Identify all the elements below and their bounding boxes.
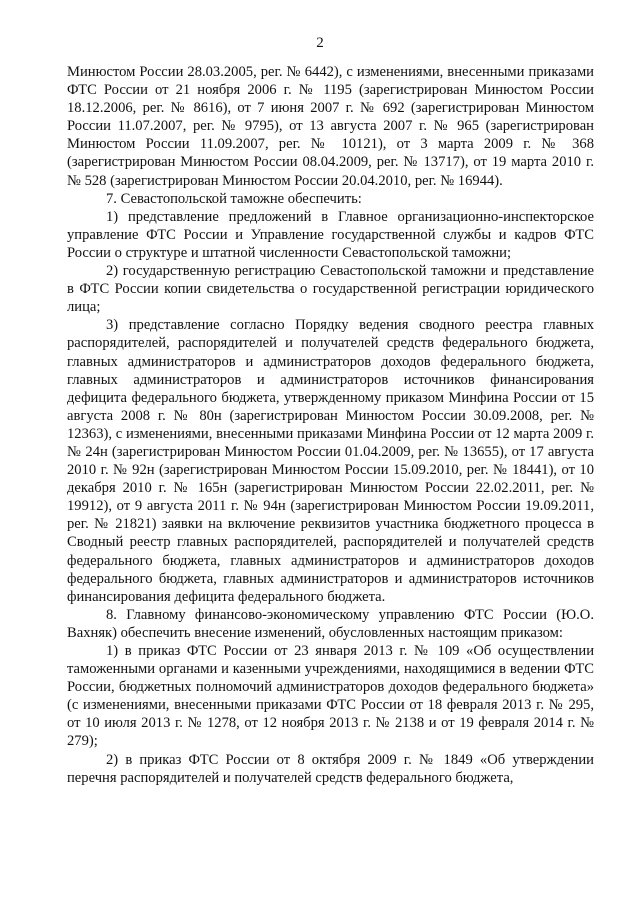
paragraph-continuation: Минюстом России 28.03.2005, рег. № 6442), с изменениями, внесенными приказами ФТС России от 21 ноября 2006 г. № 1195 (зарегистрирован Минюстом России 18.12.2006, рег. № 8616), от 7 июня 2007 г. № 692 (зарегистрирован Минюстом России 11.07.2007, рег. № 9795), от 13 августа 2007 г. № 965 (зарегистрирован Минюстом России 11.09.2007, рег. № 10121), от 3 марта 2009 г. № 368 (зарегистрирован Минюстом России 08.04.2009, рег. № 13717), от 19 марта 2010 г. № 528 (зарегистрирован Минюстом России 20.04.2010, рег. № 16944). (67, 64, 594, 189)
paragraph-item-8-2: 2) в приказ ФТС России от 8 октября 2009 г. № 1849 «Об утверждении перечня распорядителей и получателей средств федерального бюджета, (67, 751, 594, 786)
paragraph-item-8: 8. Главному финансово-экономическому управлению ФТС России (Ю.О. Вахняк) обеспечить внесение изменений, обусловленных настоящим приказом: (67, 606, 594, 641)
paragraph-item-7-2: 2) государственную регистрацию Севастопольской таможни и представление в ФТС России копии свидетельства о государственной регистрации юридического лица; (67, 263, 594, 316)
paragraph-item-7-3: 3) представление согласно Порядку ведения сводного реестра главных распорядителей, распорядителей и получателей средств федерального бюджета, главных администраторов и администраторов доходов федерального бюджета, главных администраторов и администраторов источников финансирования дефицита федерального бюджета, утвержденному приказом Минфина России от 15 августа 2008 г. № 80н (зарегистрирован Минюстом России 30.09.2008, рег. № 12363), с изменениями, внесенными приказами Минфина России от 12 марта 2009 г. № 24н (зарегистрирован Минюстом России 01.04.2009, рег. № 13655), от 17 августа 2010 г. № 92н (зарегистрирован Минюстом России 15.09.2010, рег. № 18441), от 10 декабря 2010 г. № 165н (зарегистрирован Минюстом России 22.02.2011, рег. № 19912), от 9 августа 2011 г. № 94н (зарегистрирован Минюстом России 19.09.2011, рег. № 21821) заявки на включение реквизитов участника бюджетного процесса в Сводный реестр главных распорядителей, распорядителей и получателей средств федерального бюджета, главных администраторов и администраторов доходов федерального бюджета, главных администраторов и администраторов источников финансирования дефицита федерального бюджета. (67, 317, 594, 605)
page-number: 2 (316, 35, 324, 51)
document-body (67, 63, 594, 787)
paragraph-item-8-1: 1) в приказ ФТС России от 23 января 2013 г. № 109 «Об осуществлении таможенными органами и казенными учреждениями, находящимися в ведении ФТС России, бюджетных полномочий администраторов доходов федерального бюджета» (с изменениями, внесенными приказами ФТС России от 18 февраля 2013 г. № 295, от 10 июля 2013 г. № 1278, от 12 ноября 2013 г. № 2138 и от 19 февраля 2014 г. № 279); (67, 643, 594, 750)
paragraph-item-7-1: 1) представление предложений в Главное организационно-инспекторское управление ФТС России и Управление государственной службы и кадров ФТС России о структуре и штатной численности Севастопольской таможни; (67, 208, 594, 261)
paragraph-item-7: 7. Севастопольской таможне обеспечить: (106, 190, 362, 207)
